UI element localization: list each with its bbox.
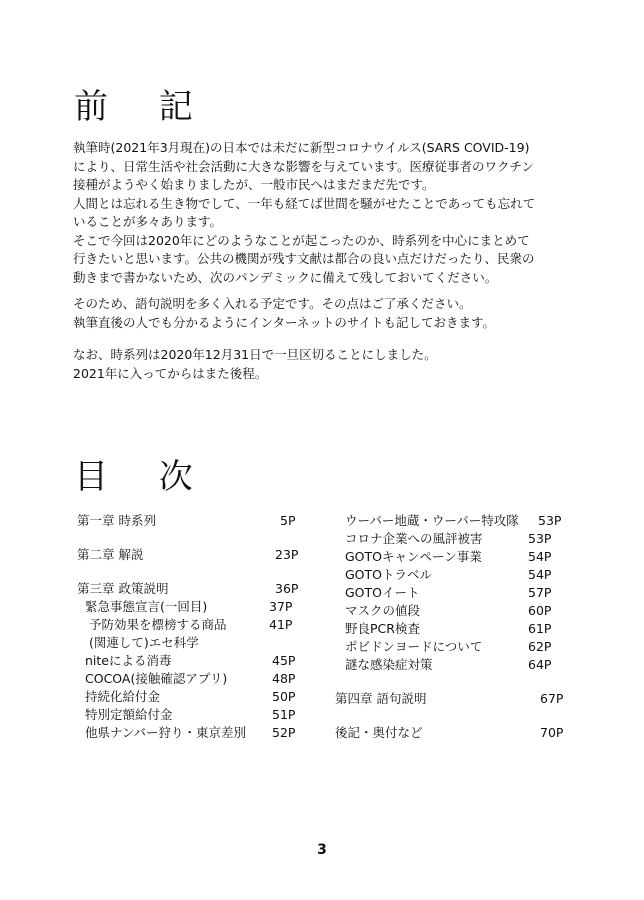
toc-entry (335, 724, 575, 742)
toc-entry-label: 第四章 語句説明 (335, 691, 427, 706)
toc-entry-page: 61P (528, 621, 552, 636)
preface-paragraph-1-line: 執筆時(2021年3月現在)の日本では未だに新型コロナウイルス(SARS COVID-19) (73, 140, 530, 155)
preface-paragraph-2-line: 執筆直後の人でも分かるようにインターネットのサイトも記しておきます。 (73, 314, 496, 330)
toc-entry-page: 50P (272, 689, 296, 704)
preface-paragraph-1-line: そこで今回は2020年にどのようなことが起こったのか、時系列を中心にまとめて (73, 232, 530, 248)
toc-entry (335, 530, 575, 548)
toc-entry (77, 616, 307, 634)
toc-entry (77, 546, 307, 564)
toc-entry-page: 45P (272, 653, 296, 668)
toc-title: 目 次 (74, 457, 213, 497)
preface-paragraph-1-line: 人間とは忘れる生き物でして、一年も経てば世間を騒がせたことであっても忘れて (73, 195, 536, 211)
preface-paragraph-1-line: 行きたいと思います。公共の機関が残す文献は都合の良い点だけだったり、民衆の (73, 251, 535, 266)
preface-title: 前 記 (74, 87, 213, 127)
toc-entry-label: 謎な感染症対策 (345, 657, 433, 672)
toc-entry-page: 57P (528, 585, 552, 600)
toc-entry (335, 602, 575, 620)
toc-entry-label: 他県ナンバー狩り・東京差別 (85, 725, 247, 740)
toc-entry-page: 5P (280, 513, 296, 528)
toc-entry-label: GOTOトラベル (345, 567, 432, 582)
toc-entry-label: 野良PCR検査 (345, 621, 420, 636)
toc-entry-label: ポビドンヨードについて (345, 639, 483, 654)
toc-entry (77, 598, 307, 616)
preface-paragraph-1-line: 接種がようやく始まりましたが、一般市民へはまだまだ先です。 (73, 177, 435, 192)
preface-paragraph-3-line: なお、時系列は2020年12月31日で一旦区切ることにしました。 (73, 347, 437, 362)
toc-entry-page: 60P (528, 603, 552, 618)
toc-entry-label: COCOA(接触確認アプリ) (85, 671, 228, 686)
preface-paragraph-3-line: 2021年に入ってからはまた後程。 (73, 365, 268, 381)
toc-entry-page: 54P (528, 567, 552, 582)
preface-paragraph-1-line: いることが多々あります。 (73, 214, 223, 229)
toc-entry-label: 第二章 解説 (77, 547, 144, 562)
toc-entry (335, 620, 575, 638)
toc-entry-page: 48P (272, 671, 296, 686)
toc-entry-label: 第一章 時系列 (77, 513, 156, 528)
toc-entry (335, 548, 575, 566)
toc-entry-page: 41P (269, 617, 293, 632)
toc-entry (77, 512, 307, 530)
toc-entry-label: (関連して)エセ科学 (89, 635, 199, 650)
toc-entry-label: niteによる消毒 (85, 653, 172, 668)
page-number: 3 (317, 842, 327, 858)
toc-entry-page: 67P (540, 691, 564, 706)
toc-entry-label: 予防効果を標榜する商品 (89, 617, 227, 632)
toc-entry-label: 特別定額給付金 (85, 707, 173, 722)
toc-entry (335, 512, 575, 530)
toc-entry-label: 第三章 政策説明 (77, 581, 169, 596)
toc-entry-page: 52P (272, 725, 296, 740)
toc-entry-label: 後記・奥付など (335, 725, 423, 740)
toc-entry (77, 580, 307, 598)
toc-entry (77, 706, 307, 724)
toc-entry-page: 36P (275, 581, 299, 596)
preface-paragraph-2 (73, 295, 573, 332)
preface-paragraph-2-line: そのため、語句説明を多く入れる予定です。その点はご了承ください。 (73, 296, 472, 311)
toc-entry (335, 690, 575, 708)
preface-paragraph-1 (73, 139, 573, 287)
toc-entry-label: マスクの値段 (345, 603, 421, 618)
toc-entry-label: GOTOイート (345, 585, 420, 600)
toc-entry-label: コロナ企業への風評被害 (345, 531, 483, 546)
toc-entry-label: 持続化給付金 (85, 689, 161, 704)
toc-entry-page: 53P (538, 513, 562, 528)
toc-entry (77, 670, 307, 688)
preface-paragraph-1-line: 動きまで書かないため、次のパンデミックに備えて残しておいてください。 (73, 269, 498, 285)
toc-entry-page: 54P (528, 549, 552, 564)
preface-paragraph-1-line: により、日常生活や社会活動に大きな影響を与えています。医療従事者のワクチン (73, 158, 534, 174)
toc-entry (77, 724, 307, 742)
preface-paragraph-3 (73, 346, 573, 383)
toc-entry (77, 652, 307, 670)
toc-right-column (335, 512, 575, 752)
toc-left-column (77, 512, 307, 752)
toc-entry-label: 緊急事態宣言(一回目) (85, 599, 208, 614)
toc-entry (335, 638, 575, 656)
toc-entry (77, 634, 307, 652)
toc-entry (77, 688, 307, 706)
toc-entry-page: 62P (528, 639, 552, 654)
toc-entry-page: 53P (528, 531, 552, 546)
toc-entry-label: ウーパー地蔵・ウーパー特攻隊 (345, 513, 519, 528)
toc-entry (335, 656, 575, 674)
toc-entry-page: 70P (540, 725, 564, 740)
toc-entry (335, 566, 575, 584)
toc-entry-page: 23P (275, 547, 299, 562)
toc-entry-page: 64P (528, 657, 552, 672)
toc-entry-page: 51P (272, 707, 296, 722)
toc-entry-page: 37P (269, 599, 293, 614)
toc-entry (335, 584, 575, 602)
toc-entry-label: GOTOキャンペーン事業 (345, 549, 482, 564)
